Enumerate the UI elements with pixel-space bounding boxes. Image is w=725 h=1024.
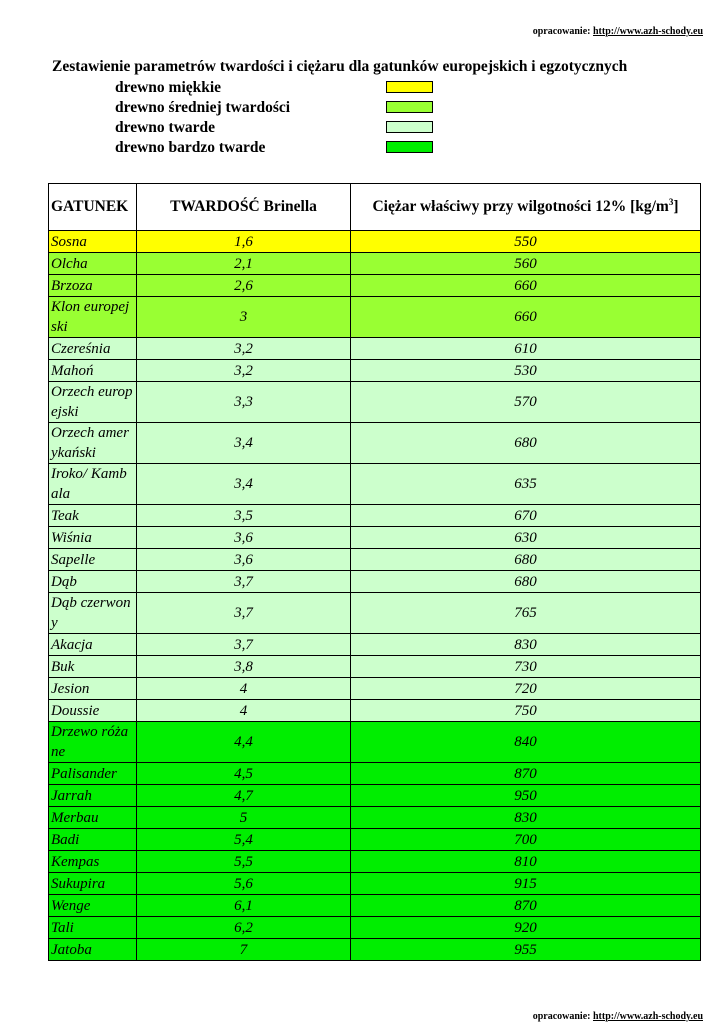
legend-swatch bbox=[386, 101, 433, 113]
weight-cell: 840 bbox=[351, 722, 701, 763]
hardness-cell: 3,4 bbox=[137, 464, 351, 505]
species-cell: Wiśnia bbox=[49, 527, 137, 549]
hardness-cell: 3,8 bbox=[137, 656, 351, 678]
species-cell: Mahoń bbox=[49, 360, 137, 382]
hardness-cell: 4,5 bbox=[137, 763, 351, 785]
table-row bbox=[49, 807, 701, 829]
weight-cell: 950 bbox=[351, 785, 701, 807]
species-cell: Tali bbox=[49, 917, 137, 939]
table-row bbox=[49, 464, 701, 505]
legend-swatch bbox=[386, 81, 433, 93]
weight-cell: 670 bbox=[351, 505, 701, 527]
header-weight-text: Ciężar właściwy przy wilgotności 12% [kg/m bbox=[372, 198, 669, 216]
credit-bottom bbox=[533, 1011, 703, 1022]
species-cell: Czereśnia bbox=[49, 338, 137, 360]
weight-cell: 550 bbox=[351, 231, 701, 253]
hardness-cell: 5,5 bbox=[137, 851, 351, 873]
header-weight-sup: 3 bbox=[668, 197, 674, 208]
hardness-cell: 5,4 bbox=[137, 829, 351, 851]
hardness-cell: 6,2 bbox=[137, 917, 351, 939]
weight-cell: 530 bbox=[351, 360, 701, 382]
legend-swatch bbox=[386, 141, 433, 153]
hardness-cell: 3,7 bbox=[137, 634, 351, 656]
table-row bbox=[49, 527, 701, 549]
table-row bbox=[49, 275, 701, 297]
table-row bbox=[49, 297, 701, 338]
table-row bbox=[49, 360, 701, 382]
weight-cell: 870 bbox=[351, 895, 701, 917]
header-weight-end: ] bbox=[673, 198, 679, 216]
table-row bbox=[49, 253, 701, 275]
table-row bbox=[49, 678, 701, 700]
weight-cell: 635 bbox=[351, 464, 701, 505]
species-cell: Akacja bbox=[49, 634, 137, 656]
weight-cell: 610 bbox=[351, 338, 701, 360]
weight-cell: 720 bbox=[351, 678, 701, 700]
table-row bbox=[49, 917, 701, 939]
species-cell: Teak bbox=[49, 505, 137, 527]
weight-cell: 570 bbox=[351, 382, 701, 423]
species-cell: Iroko/ Kambala bbox=[49, 464, 137, 505]
species-cell: Sapelle bbox=[49, 549, 137, 571]
table-row bbox=[49, 571, 701, 593]
species-cell: Kempas bbox=[49, 851, 137, 873]
hardness-cell: 3,2 bbox=[137, 360, 351, 382]
hardness-cell: 3,2 bbox=[137, 338, 351, 360]
wood-parameters-table bbox=[48, 183, 701, 961]
table-row bbox=[49, 851, 701, 873]
hardness-cell: 4 bbox=[137, 700, 351, 722]
hardness-cell: 3,4 bbox=[137, 423, 351, 464]
species-cell: Jatoba bbox=[49, 939, 137, 961]
hardness-cell: 2,6 bbox=[137, 275, 351, 297]
table-row bbox=[49, 895, 701, 917]
table-row bbox=[49, 634, 701, 656]
table-row bbox=[49, 939, 701, 961]
hardness-cell: 1,6 bbox=[137, 231, 351, 253]
hardness-cell: 5 bbox=[137, 807, 351, 829]
table-row bbox=[49, 763, 701, 785]
species-cell: Badi bbox=[49, 829, 137, 851]
weight-cell: 810 bbox=[351, 851, 701, 873]
table-row bbox=[49, 423, 701, 464]
weight-cell: 680 bbox=[351, 549, 701, 571]
table-row bbox=[49, 593, 701, 634]
hardness-cell: 3,6 bbox=[137, 527, 351, 549]
hardness-cell: 3,5 bbox=[137, 505, 351, 527]
legend-label: drewno twarde bbox=[115, 119, 216, 136]
table-row bbox=[49, 722, 701, 763]
table-row bbox=[49, 873, 701, 895]
credit-link[interactable]: http://www.azh-schody.eu bbox=[592, 26, 703, 37]
hardness-cell: 3,7 bbox=[137, 593, 351, 634]
legend-label: drewno średniej twardości bbox=[115, 99, 291, 116]
weight-cell: 660 bbox=[351, 297, 701, 338]
weight-cell: 830 bbox=[351, 807, 701, 829]
hardness-cell: 5,6 bbox=[137, 873, 351, 895]
weight-cell: 915 bbox=[351, 873, 701, 895]
hardness-cell: 3 bbox=[137, 297, 351, 338]
document-title: Zestawienie parametrów twardości i ciężaru dla gatunków europejskich i egzotycznych bbox=[52, 58, 628, 75]
weight-cell: 560 bbox=[351, 253, 701, 275]
species-cell: Dąb czerwony bbox=[49, 593, 137, 634]
hardness-cell: 4,4 bbox=[137, 722, 351, 763]
table-row bbox=[49, 829, 701, 851]
legend-label: drewno bardzo twarde bbox=[115, 139, 266, 156]
species-cell: Orzech europejski bbox=[49, 382, 137, 423]
legend-item-soft bbox=[115, 79, 435, 97]
hardness-cell: 2,1 bbox=[137, 253, 351, 275]
table-row bbox=[49, 505, 701, 527]
species-cell: Buk bbox=[49, 656, 137, 678]
weight-cell: 700 bbox=[351, 829, 701, 851]
header-weight bbox=[351, 184, 701, 231]
species-cell: Orzech amerykański bbox=[49, 423, 137, 464]
header-hardness: TWARDOŚĆ Brinella bbox=[137, 184, 351, 231]
hardness-cell: 6,1 bbox=[137, 895, 351, 917]
hardness-cell: 3,3 bbox=[137, 382, 351, 423]
hardness-cell: 3,7 bbox=[137, 571, 351, 593]
weight-cell: 955 bbox=[351, 939, 701, 961]
species-cell: Olcha bbox=[49, 253, 137, 275]
table-row bbox=[49, 338, 701, 360]
header-species: GATUNEK bbox=[49, 184, 137, 231]
hardness-cell: 4 bbox=[137, 678, 351, 700]
table-row bbox=[49, 549, 701, 571]
weight-cell: 680 bbox=[351, 571, 701, 593]
weight-cell: 920 bbox=[351, 917, 701, 939]
table-row bbox=[49, 382, 701, 423]
weight-cell: 730 bbox=[351, 656, 701, 678]
credit-top bbox=[533, 26, 703, 37]
species-cell: Sosna bbox=[49, 231, 137, 253]
species-cell: Palisander bbox=[49, 763, 137, 785]
weight-cell: 870 bbox=[351, 763, 701, 785]
species-cell: Wenge bbox=[49, 895, 137, 917]
table-row bbox=[49, 700, 701, 722]
table-row bbox=[49, 656, 701, 678]
species-cell: Sukupira bbox=[49, 873, 137, 895]
legend-item-hard bbox=[115, 119, 435, 137]
table-body bbox=[49, 231, 701, 961]
legend-item-very_hard bbox=[115, 139, 435, 157]
legend-label: drewno miękkie bbox=[115, 79, 222, 96]
weight-cell: 660 bbox=[351, 275, 701, 297]
weight-cell: 750 bbox=[351, 700, 701, 722]
credit-label: opracowanie: bbox=[532, 1011, 591, 1022]
table-header-row bbox=[49, 184, 701, 231]
legend-item-medium bbox=[115, 99, 435, 117]
table-row bbox=[49, 231, 701, 253]
table-row bbox=[49, 785, 701, 807]
weight-cell: 680 bbox=[351, 423, 701, 464]
species-cell: Jesion bbox=[49, 678, 137, 700]
species-cell: Merbau bbox=[49, 807, 137, 829]
weight-cell: 830 bbox=[351, 634, 701, 656]
hardness-cell: 4,7 bbox=[137, 785, 351, 807]
hardness-cell: 7 bbox=[137, 939, 351, 961]
hardness-cell: 3,6 bbox=[137, 549, 351, 571]
species-cell: Brzoza bbox=[49, 275, 137, 297]
legend-swatch bbox=[386, 121, 433, 133]
species-cell: Klon europejski bbox=[49, 297, 137, 338]
species-cell: Dąb bbox=[49, 571, 137, 593]
credit-label: opracowanie: bbox=[532, 26, 591, 37]
weight-cell: 630 bbox=[351, 527, 701, 549]
weight-cell: 765 bbox=[351, 593, 701, 634]
species-cell: Jarrah bbox=[49, 785, 137, 807]
credit-link[interactable]: http://www.azh-schody.eu bbox=[592, 1011, 703, 1022]
species-cell: Doussie bbox=[49, 700, 137, 722]
species-cell: Drzewo różane bbox=[49, 722, 137, 763]
